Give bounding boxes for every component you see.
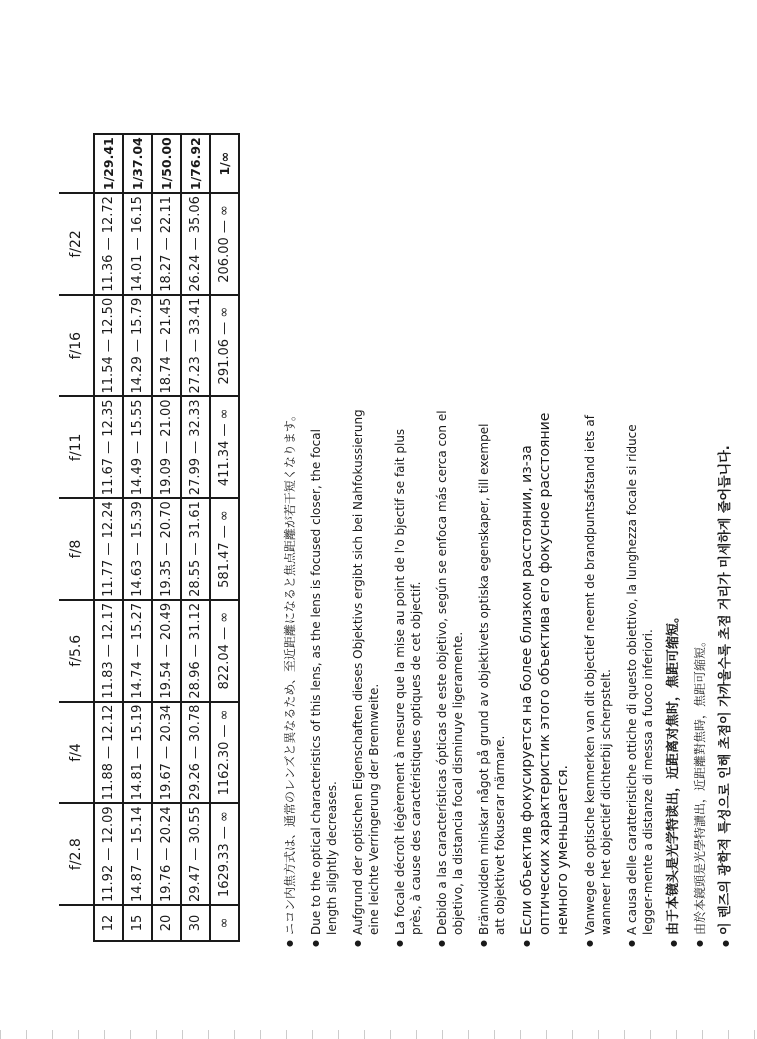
ratio-header xyxy=(59,134,94,193)
dof-cell: 14.63 — 15.39 xyxy=(123,498,152,600)
note-spanish: ● Debido a las características ópticas de este objetivo, según se enfoca más cerca con el objetivo, la distancia focal disminuye ligeramente. xyxy=(434,407,466,947)
aperture-header: f/8 xyxy=(59,498,94,600)
table-row xyxy=(123,134,152,941)
aperture-header: f/16 xyxy=(59,295,94,397)
note-japanese: ● ニコン内焦方式は、通常のレンズと異なるため、至近距離になると焦点距離が若干短くなります。 xyxy=(282,407,298,947)
dof-cell: 11.36 — 12.72 xyxy=(94,193,123,295)
dof-cell: 11.83 — 12.17 xyxy=(94,600,123,702)
table-row xyxy=(181,134,210,941)
dof-cell: 11.54 — 12.50 xyxy=(94,295,123,397)
dof-cell: 19.67 — 20.34 xyxy=(152,702,181,804)
dof-cell: 1629.33 — ∞ xyxy=(210,803,239,905)
reproduction-ratio: 1/37.04 xyxy=(123,134,152,193)
dof-cell: 11.92 — 12.09 xyxy=(94,803,123,905)
dof-cell: 14.49 — 15.55 xyxy=(123,396,152,498)
reproduction-ratio: 1/∞ xyxy=(210,134,239,193)
corner-cell xyxy=(59,905,94,941)
dof-cell: 27.99 — 32.33 xyxy=(181,396,210,498)
note-italian: ● A causa delle caratteristiche ottiche di questo obiettivo, la lunghezza focale si riduce legger-mente a distanze di messa a fuoco inferiori. xyxy=(624,407,656,947)
table-row xyxy=(94,134,123,941)
dof-cell: 14.87 — 15.14 xyxy=(123,803,152,905)
aperture-header: f/11 xyxy=(59,396,94,498)
note-chinese-simplified: ● 由于本镜头是光学特读出，近距离对焦时，焦距可缩短。 xyxy=(666,407,682,947)
aperture-header-row xyxy=(59,134,94,941)
dof-cell: 291.06 — ∞ xyxy=(210,295,239,397)
aperture-header: f/2.8 xyxy=(59,803,94,905)
reproduction-ratio: 1/50.00 xyxy=(152,134,181,193)
reproduction-ratio: 1/76.92 xyxy=(181,134,210,193)
dof-cell: 822.04 — ∞ xyxy=(210,600,239,702)
dof-cell: 18.27 — 22.11 xyxy=(152,193,181,295)
table-row xyxy=(210,134,239,941)
reproduction-ratio: 1/29.41 xyxy=(94,134,123,193)
note-dutch: ● Vanwege de optische kenmerken van dit objectief neemt de brandpuntsafstand iets af wanneer het objectief dichterbij scherpstelt. xyxy=(582,407,614,947)
distance-label: 20 xyxy=(152,905,181,941)
dof-cell: 11.77 — 12.24 xyxy=(94,498,123,600)
dof-cell: 19.35 — 20.70 xyxy=(152,498,181,600)
aperture-header: f/22 xyxy=(59,193,94,295)
dof-cell: 28.96 — 31.12 xyxy=(181,600,210,702)
dof-cell: 29.26 — 30.78 xyxy=(181,702,210,804)
crop-marks xyxy=(0,1030,757,1039)
note-russian: ● Если объектив фокусируется на более близком расстоянии, из-за оптических характеристик этого объектива его фокусное расстояние немного уменьшается. xyxy=(518,407,572,947)
dof-cell: 11.88 — 12.12 xyxy=(94,702,123,804)
note-swedish: ● Brännvidden minskar något på grund av objektivets optiska egenskaper, till exempel att objektivet fokuserar närmare. xyxy=(476,407,508,947)
dof-cell: 14.81 — 15.19 xyxy=(123,702,152,804)
dof-cell: 14.01 — 16.15 xyxy=(123,193,152,295)
dof-cell: 11.67 — 12.35 xyxy=(94,396,123,498)
depth-of-field-table xyxy=(59,133,240,942)
dof-cell: 14.74 — 15.27 xyxy=(123,600,152,702)
aperture-header: f/5.6 xyxy=(59,600,94,702)
dof-cell: 14.29 — 15.79 xyxy=(123,295,152,397)
dof-cell: 19.76 — 20.24 xyxy=(152,803,181,905)
note-english: ● Due to the optical characteristics of this lens, as the lens is focused closer, the focal length slightly decreases. xyxy=(308,407,340,947)
dof-cell: 19.54 — 20.49 xyxy=(152,600,181,702)
dof-cell: 29.47 — 30.55 xyxy=(181,803,210,905)
dof-cell: 411.34 — ∞ xyxy=(210,396,239,498)
dof-cell: 26.24 — 35.06 xyxy=(181,193,210,295)
distance-label: ∞ xyxy=(210,905,239,941)
distance-label: 15 xyxy=(123,905,152,941)
distance-label: 30 xyxy=(181,905,210,941)
note-chinese-traditional: ● 由於本鏡頭是光學特讀出，近距離對焦時，焦距可縮短。 xyxy=(692,407,708,947)
note-german: ● Aufgrund der optischen Eigenschaften dieses Objektivs ergibt sich bei Nahfokussierung eine leichte Verringerung der Brennweite. xyxy=(350,407,382,947)
distance-label: 12 xyxy=(94,905,123,941)
dof-cell: 1162.30 — ∞ xyxy=(210,702,239,804)
dof-cell: 206.00 — ∞ xyxy=(210,193,239,295)
aperture-header: f/4 xyxy=(59,702,94,804)
table-row xyxy=(152,134,181,941)
dof-cell: 18.74 — 21.45 xyxy=(152,295,181,397)
dof-cell: 28.55 — 31.61 xyxy=(181,498,210,600)
focal-length-notes xyxy=(282,407,744,947)
note-french: ● La focale décroît légèrement à mesure que la mise au point de l'o bjectif se fait plus près, à cause des caractéristiques optiques de cet objectif. xyxy=(392,407,424,947)
note-korean: ● 이 렌즈의 광학적 특성으로 인해 초점이 가까울수록 초점 거리가 미세하게 줄어듭니다. xyxy=(718,407,734,947)
dof-cell: 27.23 — 33.41 xyxy=(181,295,210,397)
dof-cell: 581.47 — ∞ xyxy=(210,498,239,600)
dof-cell: 19.09 — 21.00 xyxy=(152,396,181,498)
